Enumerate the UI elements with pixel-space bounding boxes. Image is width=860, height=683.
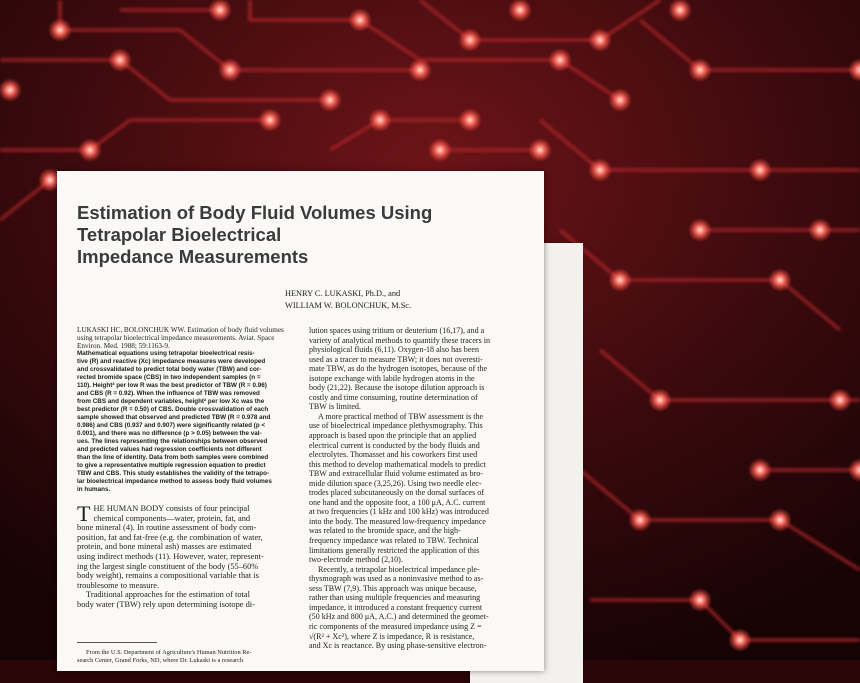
- glowing-node: [588, 158, 612, 182]
- abstract-line: Environ. Med. 1988; 59:1163-9.: [77, 342, 170, 350]
- body-line: limitations generally restricted the application of this: [309, 545, 480, 555]
- body-line: electrolytes. Thomasset and his coworkers first used: [309, 450, 478, 460]
- abstract-line: and CBS (R = 0.92). When the influence of TBW was removed: [77, 390, 260, 397]
- body-line: costly and time consuming, routine determination of: [309, 392, 478, 402]
- glowing-node: [408, 58, 432, 82]
- abstract-line: sample showed that observed and predicted TBW (R = 0.978 and: [77, 414, 271, 421]
- abstract-line: 0.986) and CBS (0.937 and 0.907) were significantly related (p <: [77, 422, 266, 429]
- glowing-node: [588, 28, 612, 52]
- body-line: this method to develop mathematical models to predict: [309, 459, 486, 469]
- glowing-node: [608, 268, 632, 292]
- glowing-node: [728, 628, 752, 652]
- footnote-rule: [77, 642, 157, 643]
- abstract-line: ues. The lines representing the relationships between observed: [77, 438, 268, 445]
- footnote: [77, 649, 252, 665]
- intro-line: HE HUMAN BODY consists of four principal: [93, 504, 250, 513]
- body-line: used as a tracer to measure TBW; it does not overesti-: [309, 354, 483, 364]
- body-line: mate TBW, as do the hydrogen isotopes, because of the: [309, 364, 488, 374]
- title-line: Tetrapolar Bioelectrical: [77, 224, 282, 245]
- body-line: sess TBW (7,9). This approach was unique because,: [309, 583, 477, 593]
- intro-line: chemical components—water, protein, fat, and: [93, 513, 251, 523]
- intro-line: ing the largest single constituent of the body (55–60%: [77, 561, 259, 571]
- abstract-line: TBW and CBS. This study establishes the validity of the tetrapo-: [77, 470, 270, 477]
- body-line: impedance, it introduced a constant frequency current: [309, 602, 483, 612]
- glowing-node: [768, 508, 792, 532]
- intro-line: body water (TBW) rely upon determining isotope di-: [77, 599, 255, 609]
- glowing-node: [808, 218, 832, 242]
- glowing-node: [258, 108, 282, 132]
- author-byline: [285, 288, 411, 312]
- glowing-node: [368, 108, 392, 132]
- glowing-node: [648, 388, 672, 412]
- body-line: mide dilution space (3,25,26). Using two needle elec-: [309, 478, 482, 488]
- author-line: WILLIAM W. BOLONCHUK, M.Sc.: [285, 301, 412, 310]
- abstract-line: 0.001), and there was no difference (p > 0.05) between the val-: [77, 430, 262, 437]
- glowing-node: [548, 48, 572, 72]
- body-line: and Xc is reactance. By using phase-sensitive electron-: [309, 641, 487, 651]
- body-line: two-electrode method (2,10).: [309, 555, 403, 565]
- author-line: HENRY C. LUKASKI, Ph.D., and: [285, 289, 401, 298]
- footnote-line: search Center, Grand Forks, ND, where Dr. Lukaski is a research: [77, 657, 244, 665]
- glowing-node: [748, 458, 772, 482]
- abstract-line: rected bromide space (CBS) in two independent samples (n =: [77, 374, 261, 381]
- abstract-line: Mathematical equations using tetrapolar bioelectrical resis-: [77, 350, 255, 357]
- glowing-node: [48, 18, 72, 42]
- drop-cap: T: [77, 501, 91, 526]
- intro-line: using indirect methods (11). However, water, represent-: [77, 551, 264, 561]
- abstract: [77, 326, 295, 494]
- body-line: √(R² + Xc²), where Z is impedance, R is resistance,: [309, 631, 475, 641]
- body-line: use of bioelectrical impedance plethysmography. This: [309, 421, 483, 431]
- body-line: body (21,22). Because the isotope dilution approach is: [309, 383, 485, 393]
- intro-line: protein, and bone mineral ash) masses are estimated: [77, 542, 252, 552]
- left-column: [77, 326, 295, 610]
- glowing-node: [688, 58, 712, 82]
- intro-line: Traditional approaches for the estimation of total: [86, 590, 250, 600]
- right-column: [309, 326, 544, 651]
- glowing-node: [458, 28, 482, 52]
- body-line: trodes placed subcutaneously on the dorsal surfaces of: [309, 488, 484, 498]
- glowing-node: [428, 138, 452, 162]
- body-line: physiological fluids (6,11). Oxygen-18 also has been: [309, 345, 479, 355]
- body-line: frequency impedance was related to TBW. Technical: [309, 536, 479, 546]
- glowing-node: [528, 138, 552, 162]
- glowing-node: [78, 138, 102, 162]
- abstract-line: and crossvalidated to predict total body water (TBW) and cor-: [77, 366, 262, 373]
- article-title: [77, 202, 517, 268]
- abstract-line: and predicted values had regression coefficients not different: [77, 446, 262, 453]
- body-line: variety of analytical methods to quantify these tracers in: [309, 335, 490, 345]
- glowing-node: [768, 268, 792, 292]
- abstract-line: best predictor (R = 0.50) of CBS. Double crossvalidation of each: [77, 406, 269, 413]
- body-line: isotope exchange with labile hydrogen atoms in the: [309, 373, 475, 383]
- introduction: [77, 501, 295, 610]
- abstract-line: tive (R) and reactive (Xc) impedance measures were developed: [77, 358, 266, 365]
- intro-line: body weight), remains a compositional variable that is: [77, 571, 259, 581]
- glowing-node: [688, 588, 712, 612]
- abstract-line: LUKASKI HC, BOLONCHUK WW. Estimation of body fluid volumes: [77, 326, 284, 334]
- glowing-node: [318, 88, 342, 112]
- title-line: Estimation of Body Fluid Volumes Using: [77, 202, 433, 223]
- body-line: was related to the bromide space, and the high-: [309, 526, 461, 536]
- body-line: approach is based upon the principle that an applied: [309, 431, 477, 441]
- abstract-line: in humans.: [77, 486, 111, 493]
- body-line: lution spaces using tritium or deuterium (16,17), and a: [309, 326, 485, 335]
- body-line: (50 kHz and 800 μA, A.C.) and determined the geomet-: [309, 612, 489, 622]
- body-line: ric components of the measured impedance using Z =: [309, 621, 482, 631]
- abstract-line: from CBS and dependent variables, height² per low Xc was the: [77, 398, 265, 405]
- abstract-line: lar bioelectrical impedance method to assess body fluid volumes: [77, 478, 272, 485]
- title-line: Impedance Measurements: [77, 246, 309, 267]
- footnote-line: From the U.S. Department of Agriculture's Human Nutrition Re-: [86, 649, 252, 656]
- glowing-node: [108, 48, 132, 72]
- glowing-node: [748, 158, 772, 182]
- glowing-node: [688, 218, 712, 242]
- article-page: [57, 171, 544, 671]
- intro-line: position, fat and fat-free (e.g. the combination of water,: [77, 532, 263, 542]
- intro-line: bone mineral (4). In routine assessment of body com-: [77, 523, 257, 533]
- body-line: rather than using multiple frequencies and measuring: [309, 593, 481, 603]
- body-line: TBW and extracellular fluid volume estimated as bro-: [309, 469, 483, 479]
- body-line: TBW is limited.: [309, 402, 361, 412]
- glowing-node: [218, 58, 242, 82]
- body-line: electrical current is conducted by the body fluids and: [309, 440, 480, 450]
- abstract-line: than the line of identity. Data from both samples were combined: [77, 454, 269, 461]
- body-line: at two frequencies (1 kHz and 100 kHz) was introduced: [309, 507, 489, 517]
- glowing-node: [828, 388, 852, 412]
- glowing-node: [608, 88, 632, 112]
- body-line: Recently, a tetrapolar bioelectrical impedance ple-: [318, 564, 480, 574]
- body-line: A more practical method of TBW assessment is the: [318, 411, 484, 421]
- body-line: into the body. The measured low-frequency impedance: [309, 516, 486, 526]
- glowing-node: [458, 108, 482, 132]
- body-line: one hand and the opposite foot, a 100 μA, A.C. current: [309, 497, 486, 507]
- body-line: thysmograph was used as a noninvasive method to as-: [309, 574, 484, 584]
- abstract-line: to give a representative multiple regression equation to predict: [77, 462, 266, 469]
- abstract-line: using tetrapolar bioelectrical impedance measurements. Aviat. Space: [77, 334, 275, 342]
- intro-line: troublesome to measure.: [77, 580, 160, 590]
- glowing-node: [348, 8, 372, 32]
- abstract-line: 110). Height² per low R was the best predictor of TBW (R = 0.96): [77, 382, 267, 389]
- glowing-node: [628, 508, 652, 532]
